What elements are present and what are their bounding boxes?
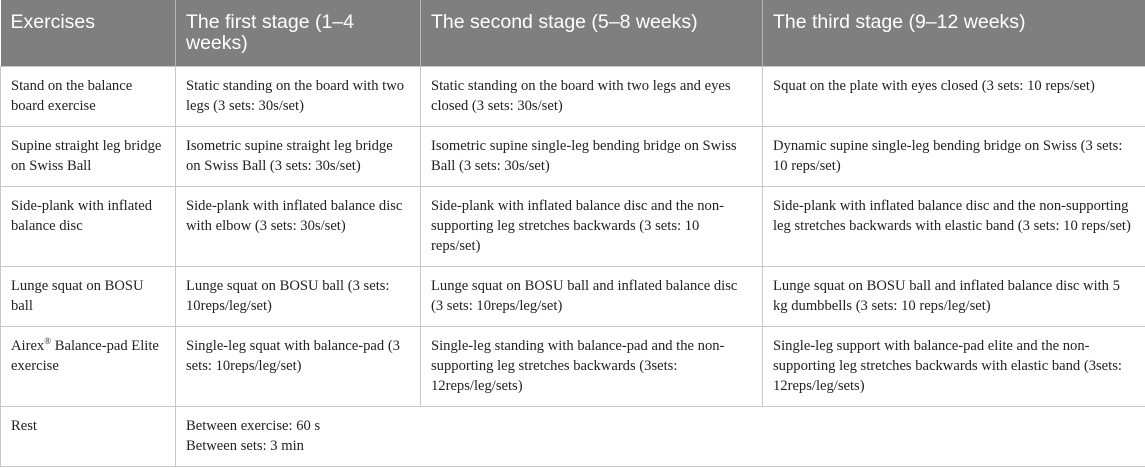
stage1-cell: Single-leg squat with balance-pad (3 sets: 10reps/leg/set) [176,326,421,406]
header-first-stage: The first stage (1–4 weeks) [176,0,421,66]
registered-mark: ® [44,335,52,346]
exercise-cell: Lunge squat on BOSU ball [1,266,176,326]
header-third-stage: The third stage (9–12 weeks) [763,0,1145,66]
exercise-name-brand: Airex [11,337,45,354]
header-exercises: Exercises [10,11,96,33]
table-row [1,126,1145,186]
table-row [1,266,1145,326]
table-body [1,66,1145,466]
table-header [1,0,1145,66]
table-row [1,186,1145,266]
stage3-cell: Side-plank with inflated balance disc and the non-supporting leg stretches backwards with elastic band (3 sets: 10 reps/set) [763,186,1145,266]
stage3-cell: Squat on the plate with eyes closed (3 sets: 10 reps/set) [763,66,1145,126]
stage1-cell: Isometric supine straight leg bridge on Swiss Ball (3 sets: 30s/set) [176,126,421,186]
rest-row [1,406,1145,466]
exercise-cell: Rest [1,406,176,466]
exercise-name-rest: Balance-pad Elite exercise [11,337,159,374]
table-row [1,326,1145,406]
stage3-cell: Single-leg support with balance-pad elite and the non-supporting leg stretches backwards with elastic band (3sets: 12reps/leg/sets) [763,326,1145,406]
exercise-cell: Side-plank with inflated balance disc [1,186,176,266]
rest-cell [176,406,1145,466]
header-row [1,0,1145,66]
stage2-cell: Isometric supine single-leg bending bridge on Swiss Ball (3 sets: 30s/set) [421,126,763,186]
exercise-cell: Supine straight leg bridge on Swiss Ball [1,126,176,186]
rest-between-sets: Between sets: 3 min [186,437,304,454]
stage1-cell: Side-plank with inflated balance disc with elbow (3 sets: 30s/set) [176,186,421,266]
stage1-cell: Static standing on the board with two legs (3 sets: 30s/set) [176,66,421,126]
stage2-cell: Side-plank with inflated balance disc and the non-supporting leg stretches backwards (3 sets: 10 reps/set) [421,186,763,266]
stage1-cell: Lunge squat on BOSU ball (3 sets: 10reps/leg/set) [176,266,421,326]
exercise-cell: Stand on the balance board exercise [1,66,176,126]
exercise-cell [1,326,176,406]
stage2-cell: Lunge squat on BOSU ball and inflated balance disc (3 sets: 10reps/leg/set) [421,266,763,326]
stage3-cell: Dynamic supine single-leg bending bridge on Swiss (3 sets: 10 reps/set) [763,126,1145,186]
stage2-cell: Single-leg standing with balance-pad and the non-supporting leg stretches backwards (3sets: 12reps/leg/sets) [421,326,763,406]
table-row [1,66,1145,126]
stage2-cell: Static standing on the board with two legs and eyes closed (3 sets: 30s/set) [421,66,763,126]
stage3-cell: Lunge squat on BOSU ball and inflated balance disc with 5 kg dumbbells (3 sets: 10 reps/leg/set) [763,266,1145,326]
header-second-stage: The second stage (5–8 weeks) [421,0,763,66]
rest-between-exercise: Between exercise: 60 s [186,417,321,434]
